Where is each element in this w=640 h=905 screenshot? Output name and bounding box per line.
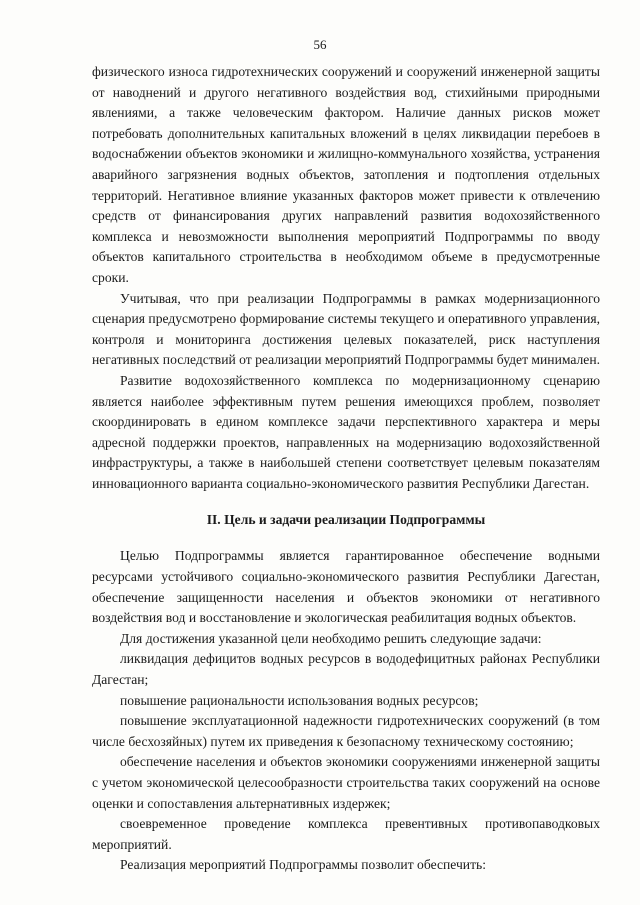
paragraph-modernization-scenario: Учитывая, что при реализации Подпрограммы в рамках модернизационного сценария предусмотрено формирование системы текущего и оперативного управления, контроля и мониторинга достижения целевых показателей, риск наступления негативных последствий от реализации мероприятий Подпрограммы будет минимален. (92, 290, 601, 368)
paragraph-development: Развитие водохозяйственного комплекса по модернизационному сценарию является наиболее эффективным путем решения имеющихся проблем, позволяет скоординировать в едином комплексе задачи перспективного характера и меры адресной поддержки проектов, направленных на модернизацию водохозяйственной инфраструктуры, а также в наибольшей степени соответствует целевым показателям инновационного варианта социально-экономического развития Республики Дагестан. (92, 372, 600, 491)
task-item: ликвидация дефицитов водных ресурсов в вододефицитных районах Республики Дагестан; (92, 651, 600, 688)
page-number: 56 (313, 37, 327, 52)
paragraph-goal: Целью Подпрограммы является гарантированное обеспечение водными ресурсами устойчивого социально-экономического развития Республики Дагестан, обеспечение защищенности населения и объектов экономики от негативного воздействия вод и восстановление и экологическая реабилитация водных объектов. (92, 548, 600, 626)
task-item: обеспечение населения и объектов экономики сооружениями инженерной защиты с учетом экономической целесообразности строительства таких сооружений на основе оценки и сопоставления альтернативных издержек; (92, 754, 600, 811)
task-item: своевременное проведение комплекса превентивных противопаводковых мероприятий. (92, 816, 600, 852)
document-body (92, 62, 600, 876)
task-item: повышение рациональности использования водных ресурсов; (120, 692, 479, 708)
section-heading: II. Цель и задачи реализации Подпрограммы (206, 512, 486, 528)
paragraph-tasks-intro: Для достижения указанной цели необходимо решить следующие задачи: (120, 630, 542, 646)
paragraph-outcomes-intro: Реализация мероприятий Подпрограммы позволит обеспечить: (120, 857, 486, 873)
task-item: повышение эксплуатационной надежности гидротехнических сооружений (в том числе бесхозяйных) путем их приведения к безопасному техническому состоянию; (92, 713, 600, 749)
paragraph-risks-continued: физического износа гидротехнических сооружений и сооружений инженерной защиты от наводнений и другого негативного воздействия вод, стихийными природными явлениями, а также человеческим фактором. Наличие данных рисков может потребовать дополнительных капитальных вложений в целях ликвидации перебоев в водоснабжении объектов экономики и жилищно-коммунального хозяйства, устранения аварийного загрязнения водных объектов, затопления и подтопления отдельных территорий. Негативное влияние указанных факторов может привести к отвлечению средств от финансирования других направлений развития водохозяйственного комплекса и невозможности выполнения мероприятий Подпрограммы по вводу объектов капитального строительства в необходимом объеме в предусмотренные сроки. (92, 64, 600, 285)
